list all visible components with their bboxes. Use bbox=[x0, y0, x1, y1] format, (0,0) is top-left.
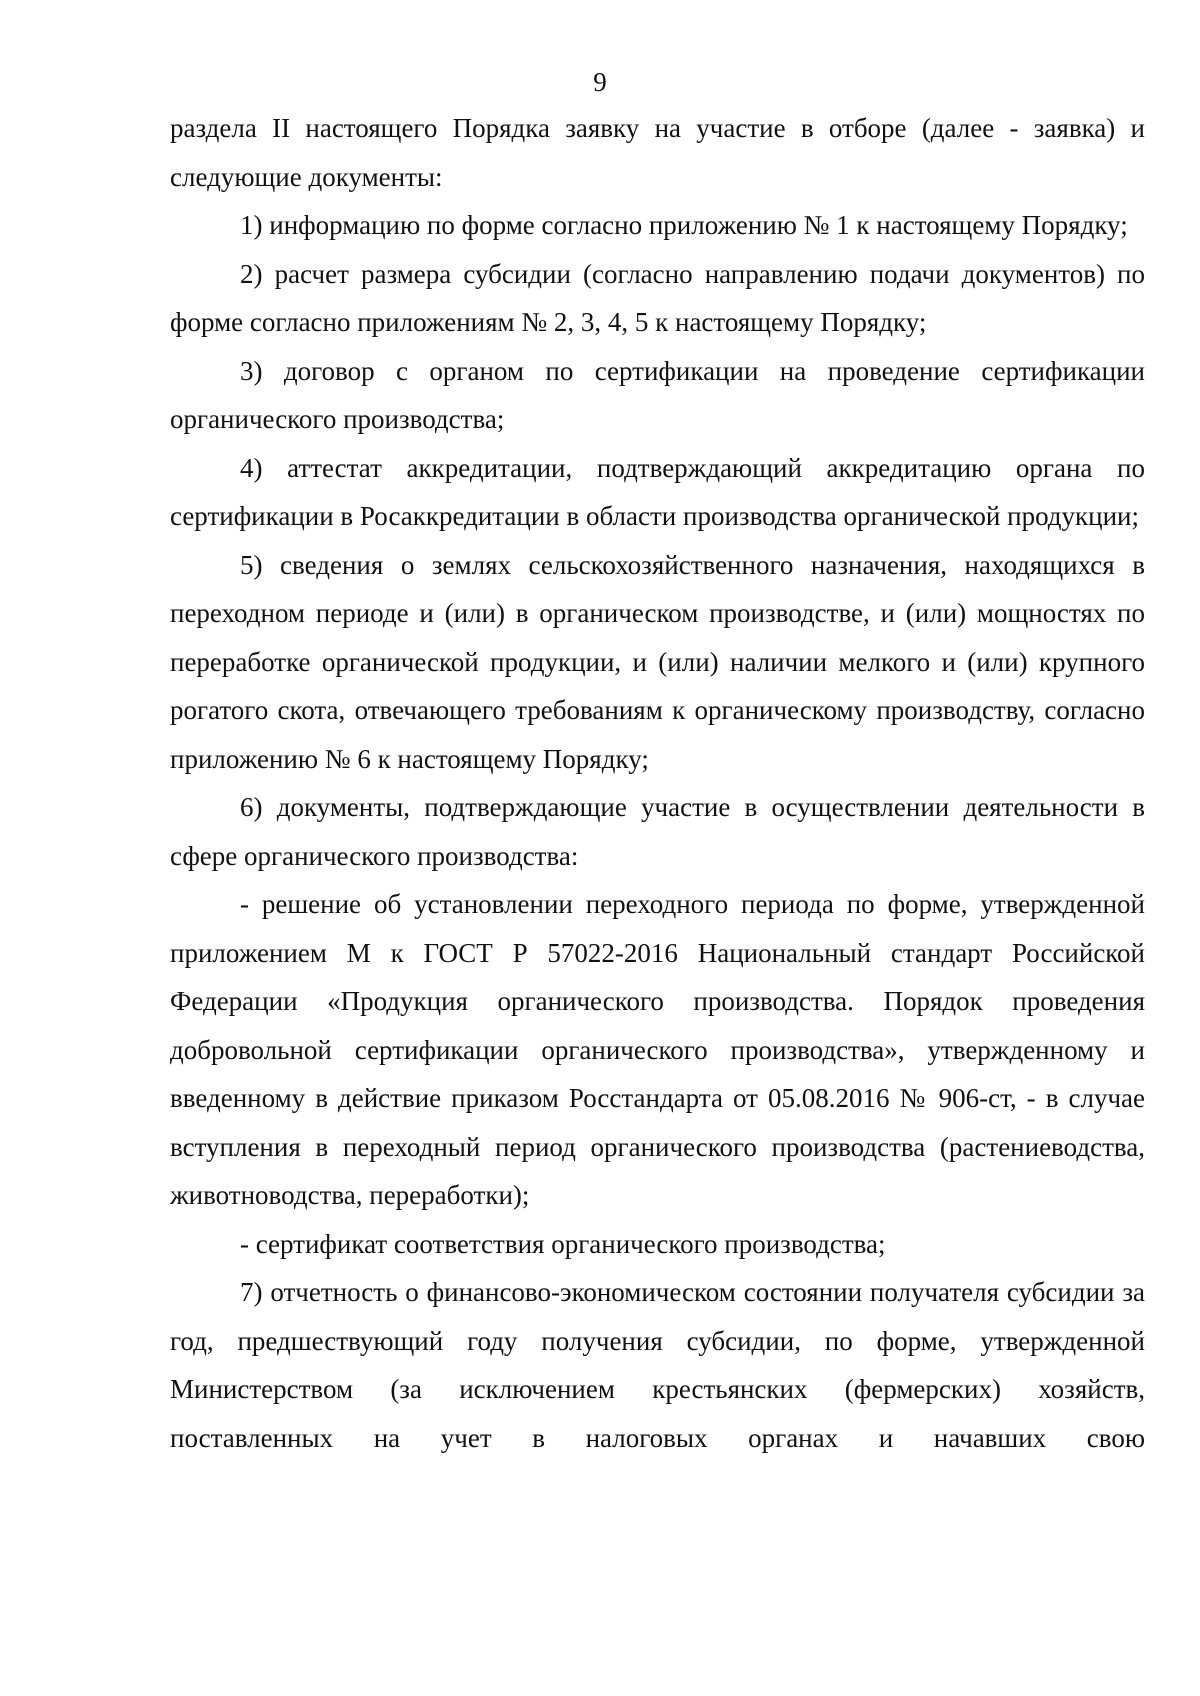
sub-item-certificate: - сертификат соответствия органического производства; bbox=[240, 1228, 886, 1259]
list-item-2: 2) расчет размера субсидии (согласно направлению подачи документов) по форме согласно приложениям № 2, 3, 4, 5 к настоящему Порядку; bbox=[170, 258, 1145, 337]
document-body bbox=[170, 104, 1145, 1462]
list-item-3: 3) договор с органом по сертификации на проведение сертификации органического производства; bbox=[170, 355, 1145, 434]
page-number: 9 bbox=[593, 67, 607, 97]
list-item-4: 4) аттестат аккредитации, подтверждающий аккредитацию органа по сертификации в Росаккредитации в области производства органической продукции; bbox=[170, 452, 1145, 531]
list-item-6: 6) документы, подтверждающие участие в осуществлении деятельности в сфере органического производства: bbox=[170, 792, 1145, 871]
paragraph-intro: раздела II настоящего Порядка заявку на участие в отборе (далее - заявка) и следующие документы: bbox=[170, 113, 1145, 192]
list-item-7: 7) отчетность о финансово-экономическом состоянии получателя субсидии за год, предшествующий году получения субсидии, по форме, утвержденной Министерством (за исключением крестьянских (фермерских) хозяйств, поставленных на учет в налоговых органах и начавших свою bbox=[170, 1277, 1145, 1453]
list-item-1: 1) информацию по форме согласно приложению № 1 к настоящему Порядку; bbox=[240, 210, 1128, 240]
sub-item-transition-decision: - решение об установлении переходного периода по форме, утвержденной приложением М к ГОСТ Р 57022-2016 Национальный стандарт Российской Федерации «Продукция органического производства. Порядок проведения добровольной сертификации органического производства», утвержденному и введенному в действие приказом Росстандарта от 05.08.2016 № 906-ст, - в случае вступления в переходный период органического производства (растениеводства, животноводства, переработки); bbox=[170, 889, 1145, 1210]
list-item-5: 5) сведения о землях сельскохозяйственного назначения, находящихся в переходном периоде и (или) в органическом производстве, и (или) мощностях по переработке органической продукции, и (или) наличии мелкого и (или) крупного рогатого скота, отвечающего требованиям к органическому производству, согласно приложению № 6 к настоящему Порядку; bbox=[170, 549, 1145, 774]
